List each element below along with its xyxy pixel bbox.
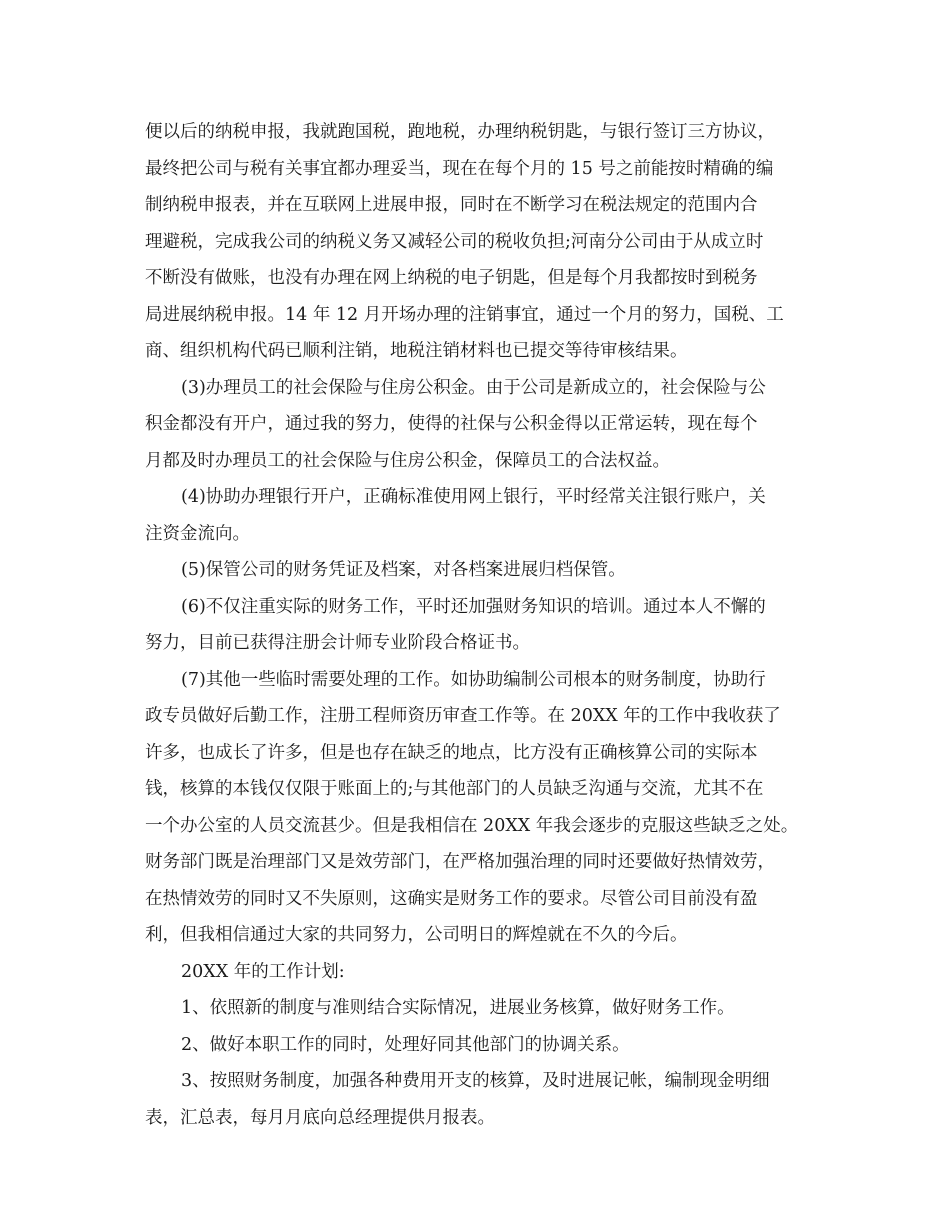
- text-line: 月都及时办理员工的社会保险与住房公积金，保障员工的合法权益。: [145, 450, 670, 471]
- text-line: 20XX 年的工作计划:: [181, 961, 345, 982]
- text-line: 商、组织机构代码已顺利注销，地税注销材料也已提交等待审核结果。: [145, 341, 688, 361]
- text-line: 注资金流向。: [145, 523, 250, 544]
- text-line: (7)其他一些临时需要处理的工作。如协助编制公司根本的财务制度，协助行: [181, 669, 766, 690]
- text-line: 理避税，完成我公司的纳税义务又减轻公司的税收负担;河南分公司由于从成立时: [145, 231, 764, 252]
- text-line: 努力，目前已获得注册会计师专业阶段合格证书。: [145, 633, 530, 653]
- text-line: 不断没有做账，也没有办理在网上纳税的电子钥匙，但是每个月我都按时到税务: [145, 268, 758, 288]
- text-line: 政专员做好后勤工作，注册工程师资历审查工作等。在 20XX 年的工作中我收获了: [145, 706, 781, 726]
- text-line: (4)协助办理银行开户，正确标准使用网上银行，平时经常关注银行账户，关: [181, 487, 766, 507]
- text-line: 财务部门既是治理部门又是效劳部门，在严格加强治理的同时还要做好热情效劳，: [145, 852, 775, 872]
- text-line: 在热情效劳的同时又不失原则，这确实是财务工作的要求。尽管公司目前没有盈: [145, 888, 758, 909]
- text-line: 3、按照财务制度，加强各种费用开支的核算，及时进展记帐，编制现金明细: [181, 1071, 770, 1091]
- text-line: 许多，也成长了许多，但是也存在缺乏的地点，比方没有正确核算公司的实际本: [145, 742, 758, 763]
- text-line: 利，但我相信通过大家的共同努力，公司明日的辉煌就在不久的今后。: [145, 925, 688, 945]
- text-line: (5)保管公司的财务凭证及档案，对各档案进展归档保管。: [181, 560, 626, 580]
- text-line: (6)不仅注重实际的财务工作，平时还加强财务知识的培训。通过本人不懈的: [181, 596, 766, 617]
- text-line: 制纳税申报表，并在互联网上进展申报，同时在不断学习在税法规定的范围内合: [145, 195, 758, 215]
- text-line: 最终把公司与税有关事宜都办理妥当，现在在每个月的 15 号之前能按时精确的编: [145, 158, 774, 179]
- text-line: 钱，核算的本钱仅仅限于账面上的;与其他部门的人员缺乏沟通与交流，尤其不在: [145, 779, 764, 799]
- text-line: 积金都没有开户，通过我的努力，使得的社保与公积金得以正常运转，现在每个: [145, 414, 758, 434]
- text-line: 表，汇总表，每月月底向总经理提供月报表。: [145, 1107, 495, 1128]
- text-line: 2、做好本职工作的同时，处理好同其他部门的协调关系。: [181, 1034, 630, 1055]
- text-line: 便以后的纳税申报，我就跑国税，跑地税，办理纳税钥匙，与银行签订三方协议，: [145, 122, 775, 142]
- text-line: (3)办理员工的社会保险与住房公积金。由于公司是新成立的，社会保险与公: [181, 377, 766, 398]
- text-line: 局进展纳税申报。14 年 12 月开场办理的注销事宜，通过一个月的努力，国税、工: [145, 304, 784, 325]
- document-body: [145, 114, 815, 1136]
- text-line: 1、依照新的制度与准则结合实际情况，进展业务核算，做好财务工作。: [181, 998, 735, 1018]
- text-line: 一个办公室的人员交流甚少。但是我相信在 20XX 年我会逐步的克服这些缺乏之处。: [145, 815, 799, 836]
